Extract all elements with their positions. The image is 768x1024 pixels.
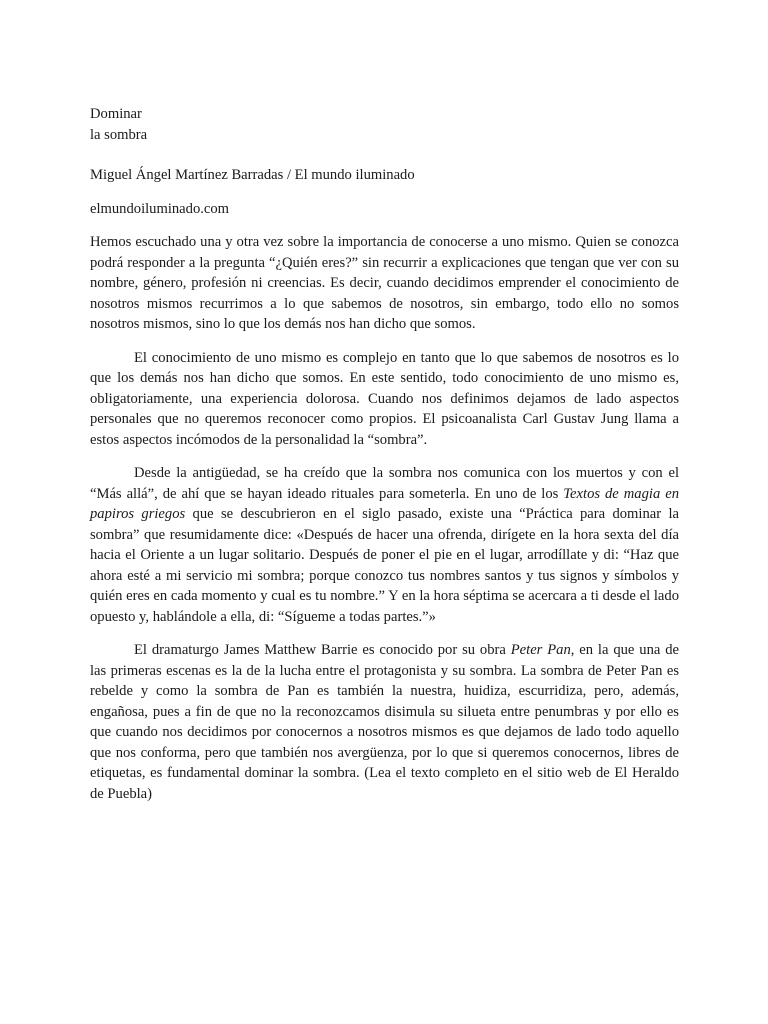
paragraph-3	[90, 463, 679, 627]
title-line-2: la sombra	[90, 126, 148, 143]
paragraph-4	[90, 640, 679, 804]
byline: Miguel Ángel Martínez Barradas / El mundo iluminado	[90, 167, 415, 183]
document-page	[90, 104, 679, 817]
paragraph-1: Hemos escuchado una y otra vez sobre la importancia de conocerse a uno mismo. Quien se conozca podrá responder a la pregunta “¿Quién eres?” sin recurrir a explicaciones que tengan que ver con su nombre, género, profesión ni creencias. Es decir, cuando decidimos emprender el conocimiento de nosotros mismos recurrimos a lo que sabemos de nosotros, sin embargo, todo ello no somos nosotros mismos, sino lo que los demás nos han dicho que somos.	[90, 234, 679, 332]
paragraph-3-italic-title: Textos de magia en papiros griegos	[90, 485, 679, 522]
paragraph-2: El conocimiento de uno mismo es complejo en tanto que lo que sabemos de nosotros es lo que los demás nos han dicho que somos. En este sentido, todo conocimiento de uno mismo es, obligatoriamente, una experiencia dolorosa. Cuando nos definimos dejamos de lado aspectos personales que no queremos reconocer como propios. El psicoanalista Carl Gustav Jung llama a estos aspectos incómodos de la personalidad la “sombra”.	[90, 349, 679, 448]
title-line-1: Dominar	[90, 106, 142, 122]
paragraph-4-italic-title: Peter Pan	[510, 642, 571, 658]
website-text: elmundoiluminado.com	[90, 200, 230, 217]
paragraph-4-text-b: , en la que una de las primeras escenas es la de la lucha entre el protagonista y su sombra. La sombra de Peter Pan es rebelde y como la sombra de Pan es también la nuestra, huidiza, escurridiza, pero, además, engañosa, pues a fin de que no la reconozcamos disimula su silueta entre penumbras y por ello es que cuando nos decidimos por conocernos a nosotros mismos es que dejamos de lado todo aquello que nos conforma, pero que también nos avergüenza, por lo que si queremos conocernos, libres de etiquetas, es fundamental dominar la sombra. (Lea el texto completo en el sitio web de El Heraldo de Puebla)	[90, 642, 679, 802]
paragraph-3-text-a: Desde la antigüedad, se ha creído que la sombra nos comunica con los muertos y con el “Más allá”, de ahí que se hayan ideado rituales para someterla. En uno de los	[90, 465, 679, 502]
document-title	[90, 104, 679, 145]
paragraph-3-text-b: que se descubrieron en el siglo pasado, existe una “Práctica para dominar la sombra” que resumidamente dice: «Después de hacer una ofrenda, dirígete en la hora sexta del día hacia el Oriente a un lugar solitario. Después de poner el pie en el lugar, arrodíllate y di: “Haz que ahora esté a mi servicio mi sombra; porque conozco tus nombres santos y tus signos y símbolos y quién eres en cada momento y cual es tu nombre.” Y en la hora séptima se acercara a ti desde el lado opuesto y, hablándole a ella, di: “Sígueme a todas partes.”»	[90, 506, 679, 625]
paragraph-4-text-a: El dramaturgo James Matthew Barrie es conocido por su obra	[134, 642, 511, 658]
